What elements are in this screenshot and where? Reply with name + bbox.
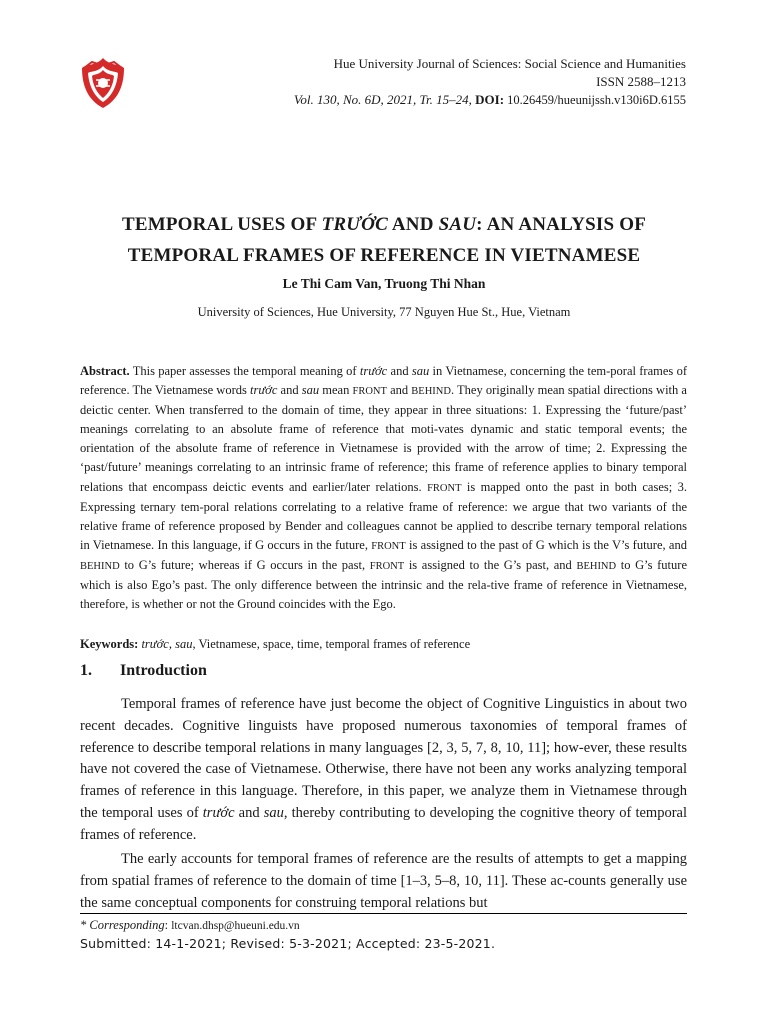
journal-issn: ISSN 2588–1213: [596, 74, 686, 89]
journal-citation: [294, 91, 686, 109]
title-line-2: TEMPORAL FRAMES OF REFERENCE IN VIETNAMESE: [127, 245, 641, 266]
title-text: TEMPORAL USES OF: [121, 214, 322, 235]
term-truoc: trước: [202, 804, 235, 821]
affiliation: University of Sciences, Hue University, 77 Nguyen Hue St., Hue, Vietnam: [197, 305, 571, 319]
citation-text: Vol. 130, No. 6D, 2021, Tr. 15–24,: [293, 92, 476, 107]
section-number: 1.: [80, 662, 92, 679]
term-behind: BEHIND: [80, 560, 120, 572]
paragraph-text: Temporal frames of reference have just become the object of Cognitive Linguistics in about two recent decades. Cognitive linguists have proposed numerous taxonomies of temporal frames of reference to describe temporal relations in many languages [2, 3, 5, 7, 8, 10, 11]; how-ever, these results have not covered the case of Vietnamese. Otherwise, there have not been any works analyzing temporal frames of reference in this language. Therefore, in this paper, we analyze them in Vietnamese through the temporal uses of: [80, 696, 687, 821]
section-heading: [80, 662, 207, 680]
footnote-divider: [80, 913, 687, 914]
body-paragraph: The early accounts for temporal frames of reference are the results of attempts to get a mapping from spatial frames of reference to the domain of time [1–3, 5–8, 10, 11]. These ac-counts generally use the same conceptual components for construing temporal relations but: [80, 851, 687, 911]
term-truoc: trước: [250, 383, 278, 398]
term-front: FRONT: [371, 540, 406, 552]
university-logo-icon: [80, 56, 126, 110]
abstract-label: Abstract.: [80, 364, 130, 378]
title-line-1: [0, 209, 768, 240]
keywords-italic: trước, sau: [138, 637, 193, 651]
corresponding-note: [80, 918, 300, 933]
paper-title: [0, 209, 768, 271]
title-word-sau: SAU: [438, 214, 477, 235]
title-text: : AN ANALYSIS OF: [476, 214, 647, 235]
paragraph-text: , thereby contributing to developing the cognitive theory of temporal frames of reference.: [80, 804, 687, 843]
term-sau: sau: [301, 383, 320, 398]
abstract-text: is mapped onto the past in both cases; 3. Expressing ternary tem-poral relations correlating to a relative frame of reference: we argue that two variants of the relative frame of reference proposed by Bender and colleagues cannot be applied to describe ternary temporal relations in Vietnamese. In this language, if G occurs in the future,: [80, 479, 687, 552]
title-text: AND: [387, 214, 439, 235]
abstract-text: This paper assesses the temporal meaning of: [129, 364, 360, 378]
abstract-text: and: [387, 364, 412, 378]
term-front: FRONT: [369, 560, 405, 572]
abstract-text: is assigned to the G’s past, and: [404, 557, 577, 572]
abstract-text: in Vietnamese, concerning the tem-poral frames of reference. The Vietnamese words: [80, 364, 687, 398]
keywords: [80, 637, 687, 652]
term-behind: BEHIND: [576, 560, 617, 572]
submission-dates: Submitted: 14-1-2021; Revised: 5-3-2021; Accepted: 23-5-2021.: [80, 936, 496, 951]
term-truoc: trước: [359, 364, 388, 378]
term-sau: sau: [263, 804, 284, 821]
title-word-truoc: TRƯỚC: [321, 214, 388, 235]
abstract-text: mean: [319, 383, 353, 398]
abstract-text: and: [277, 383, 302, 398]
abstract-text: to G’s future which is also Ego’s past. The only difference between the intrinsic and the rela-tive frame of reference in Vietnamese, therefore, is whether or not the Ground coincides with the Ego.: [80, 557, 687, 612]
abstract-text: to G’s future; whereas if G occurs in the past,: [119, 557, 370, 572]
keywords-text: , Vietnamese, space, time, temporal frames of reference: [192, 637, 471, 651]
keywords-label: Keywords:: [80, 637, 139, 651]
term-front: FRONT: [427, 482, 462, 494]
paragraph-text: and: [234, 804, 264, 821]
abstract-text: and: [386, 383, 412, 398]
body-paragraph: [80, 694, 687, 847]
journal-name: Hue University Journal of Sciences: Social Science and Humanities: [333, 56, 686, 71]
corresponding-label: * Corresponding: [80, 918, 165, 932]
section-title: Introduction: [120, 662, 207, 679]
journal-header: [294, 55, 686, 109]
doi-link[interactable]: 10.26459/hueunijssh.v130i6D.6155: [504, 93, 686, 107]
term-sau: sau: [411, 364, 430, 378]
doi-label: DOI:: [475, 92, 505, 107]
corresponding-email[interactable]: ltcvan.dhsp@hueuni.edu.vn: [171, 920, 300, 932]
abstract: [80, 362, 687, 614]
abstract-text: is assigned to the past of G which is the V’s future, and: [405, 537, 687, 552]
separator: :: [164, 918, 172, 932]
term-behind: BEHIND: [411, 386, 451, 398]
abstract-text: . They originally mean spatial directions with a deictic center. When transferred to the domain of time, they appear in three situations: 1. Expressing the ‘future/past’ meanings correlating to an absolute frame of reference that moti-vates dynamic and static temporal events; the orientation of the absolute frame of reference in Vietnamese is provided with the arrow of time; 2. Expressing the ‘past/future’ meanings correlating to an intrinsic frame of reference; this frame of reference applies to binary temporal relations that encompass deictic events and earlier/later relations.: [80, 383, 687, 494]
term-front: FRONT: [352, 386, 387, 398]
authors: Le Thi Cam Van, Truong Thi Nhan: [282, 276, 486, 291]
